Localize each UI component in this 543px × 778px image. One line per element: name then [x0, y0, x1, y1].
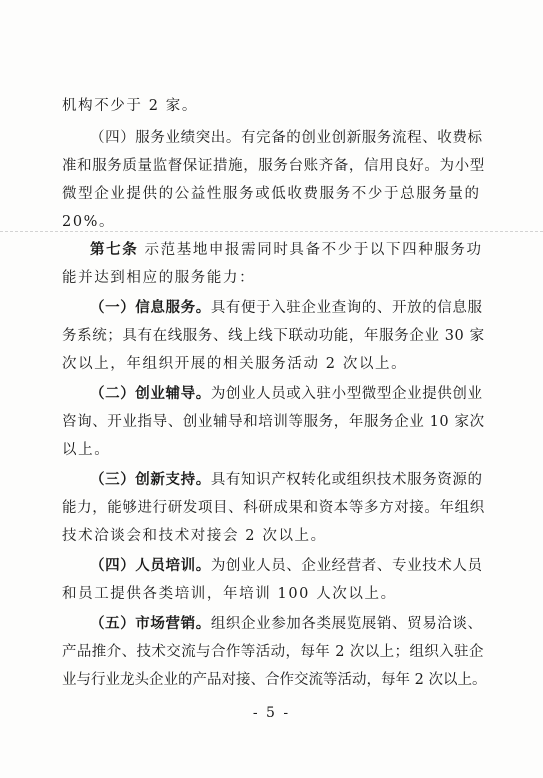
- line-text: 具有知识产权转化或组织技术服务资源的: [210, 472, 483, 488]
- paragraph-line: [62, 354, 486, 374]
- line-text: 具有便于入驻企业查询的、开放的信息服: [210, 300, 483, 316]
- paragraph-line: [62, 212, 486, 232]
- line-text: 业与行业龙头企业的产品对接、合作交流等活动，每年 2 次以上。: [62, 672, 486, 688]
- line-text: 20%。: [62, 214, 116, 230]
- line-text: 咨询、开业指导、创业辅导和培训等服务，年服务企业 10 家次: [62, 414, 485, 430]
- article-heading-line: [90, 240, 486, 260]
- line-text: 和员工提供各类培训，年培训 100 人次以上。: [62, 586, 397, 602]
- line-text: 为创业人员、企业经营者、专业技术人员: [210, 558, 483, 574]
- line-text: 机构不少于 2 家。: [62, 98, 198, 114]
- item-label: （一）信息服务。: [90, 299, 211, 316]
- item-heading-line: [90, 614, 486, 634]
- paragraph-line: [62, 96, 486, 116]
- item-heading-line: [90, 470, 486, 490]
- paragraph-line: [62, 440, 486, 460]
- line-text: （四）服务业绩突出。有完备的创业创新服务流程、收费标: [90, 130, 483, 146]
- line-text: 能力，能够进行研发项目、科研成果和资本等多方对接。年组织: [62, 500, 485, 516]
- line-text: 以上。: [62, 442, 111, 458]
- paragraph-line: [62, 642, 486, 662]
- line-text: 次以上，年组织开展的相关服务活动 2 次以上。: [62, 356, 408, 372]
- item-heading-line: [90, 384, 486, 404]
- paragraph-line: [62, 184, 486, 204]
- line-text: 技术洽谈会和技术对接会 2 次以上。: [62, 528, 327, 544]
- line-text: 示范基地申报需同时具备不少于以下四种服务功: [138, 242, 483, 258]
- line-text: 务系统；具有在线服务、线上线下联动功能，年服务企业 30 家: [62, 328, 485, 344]
- line-text: 准和服务质量监督保证措施，服务台账齐备，信用良好。为小型: [62, 158, 485, 174]
- paragraph-line: [62, 326, 486, 346]
- paragraph-line: [62, 670, 486, 690]
- line-text: 微型企业提供的公益性服务或低收费服务不少于总服务量的: [62, 186, 481, 202]
- line-text: 产品推介、技术交流与合作等活动，每年 2 次以上；组织入驻企: [62, 644, 484, 660]
- page-number: - 5 -: [252, 705, 291, 721]
- paragraph-line: [62, 268, 486, 288]
- item-label: （二）创业辅导。: [90, 385, 211, 402]
- item-heading-line: [90, 298, 486, 318]
- item-label: （三）创新支持。: [90, 471, 211, 488]
- item-label: （四）人员培训。: [90, 557, 211, 574]
- line-text: 能并达到相应的服务能力：: [62, 270, 256, 286]
- item-heading-line: [90, 556, 486, 576]
- paragraph-line: [62, 526, 486, 546]
- line-text: 组织企业参加各类展览展销、贸易洽谈、: [210, 616, 483, 632]
- article-label: 第七条: [90, 241, 139, 258]
- line-text: 为创业人员或入驻小型微型企业提供创业: [210, 386, 483, 402]
- paragraph-line: [62, 412, 486, 432]
- paragraph-line: [62, 584, 486, 604]
- paragraph-line: [62, 498, 486, 518]
- paragraph-line: [62, 156, 486, 176]
- item-label: （五）市场营销。: [90, 615, 211, 632]
- paragraph-line: [90, 128, 486, 148]
